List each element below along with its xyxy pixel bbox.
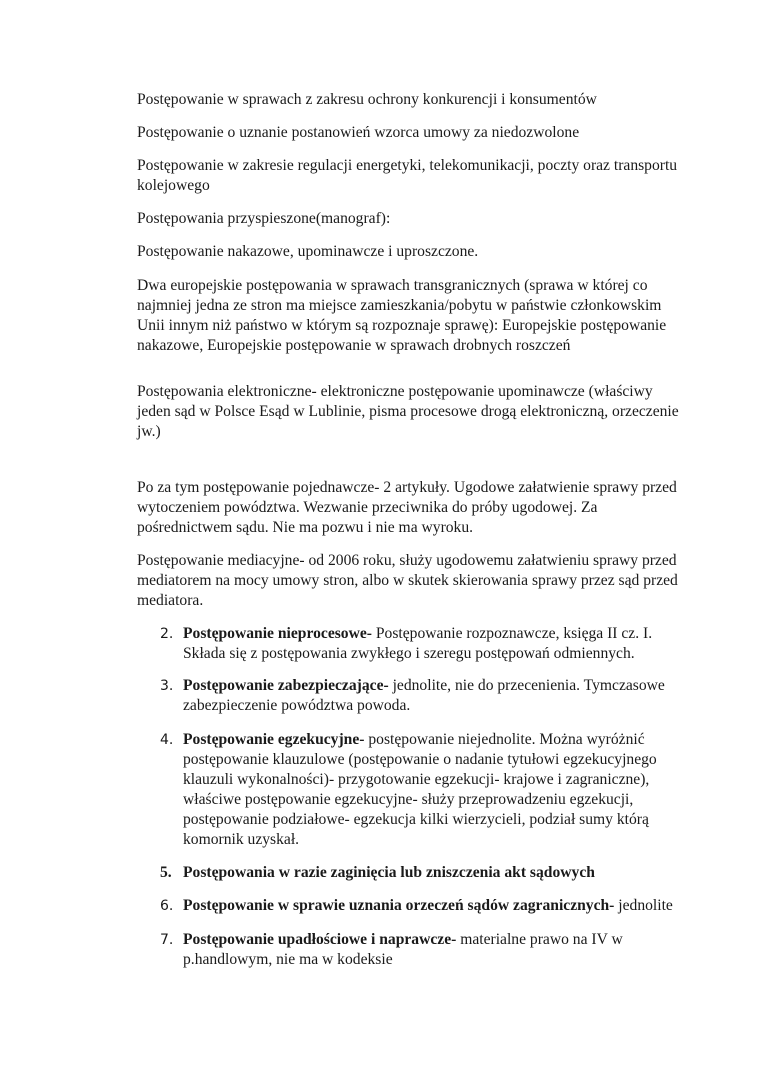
- list-item: [137, 624, 682, 664]
- list-item: [137, 863, 682, 883]
- paragraph: Postępowanie o uznanie postanowień wzorca umowy za niedozwolone: [137, 124, 580, 141]
- list-item-text: jednolite, nie do przecenienia. Tymczasowe zabezpieczenie powództwa powoda.: [183, 677, 665, 714]
- list-item-text: postępowanie niejednolite. Można wyróżnić postępowanie klauzulowe (postępowanie o nadanie tytułowi egzekucyjnego klauzuli wykonalności)- przygotowanie egzekucji- krajowe i zagraniczne), właściwe postępowanie egzekucyjne- służy przeprowadzeniu egzekucji, postępowanie podziałowe- egzekucja kilki wierzycieli, podział sumy którą komornik uzyskał.: [183, 731, 657, 848]
- list-number: 6.: [160, 898, 174, 914]
- list-item: [137, 730, 682, 850]
- paragraph: Postępowanie nakazowe, upominawcze i uproszczone.: [137, 243, 479, 260]
- paragraph: Dwa europejskie postępowania w sprawach transgranicznych (sprawa w której co najmniej jedna ze stron ma miejsce zamieszkania/pobytu w państwie członkowskim Unii innym niż państwo w którym są rozpoznaje sprawę): Europejskie postępowanie nakazowe, Europejskie postępowanie w sprawach drobnych roszczeń: [137, 277, 667, 354]
- list-number: 3.: [160, 678, 174, 694]
- list-item-text: materialne prawo na IV w p.handlowym, nie ma w kodeksie: [183, 931, 623, 968]
- list-item-title: Postępowanie upadłościowe i naprawcze-: [183, 931, 457, 948]
- list-item: [137, 930, 682, 970]
- list-item-title: Postępowanie nieprocesowe-: [183, 625, 372, 642]
- list-item: [137, 896, 682, 916]
- list-item-title: Postępowanie w sprawie uznania orzeczeń sądów zagranicznych-: [183, 897, 615, 914]
- list-item-title: Postępowanie egzekucyjne-: [183, 731, 365, 748]
- list-number: 7.: [160, 932, 174, 948]
- paragraph: Postępowanie mediacyjne- od 2006 roku, służy ugodowemu załatwieniu sprawy przed mediatorem na mocy umowy stron, albo w skutek skierowania sprawy przez sąd przed mediatora.: [137, 552, 678, 609]
- list-item-title: Postępowanie zabezpieczające-: [183, 677, 389, 694]
- list-item-text: Postępowanie rozpoznawcze, księga II cz. I. Składa się z postępowania zwykłego i szeregu postępowań odmiennych.: [183, 625, 653, 662]
- paragraph: Postępowanie w zakresie regulacji energetyki, telekomunikacji, poczty oraz transportu kolejowego: [137, 157, 678, 194]
- list-number: 4.: [160, 732, 174, 748]
- paragraph: Po za tym postępowanie pojednawcze- 2 artykuły. Ugodowe załatwienie sprawy przed wytoczeniem powództwa. Wezwanie przeciwnika do próby ugodowej. Za pośrednictwem sądu. Nie ma pozwu i nie ma wyroku.: [137, 479, 677, 536]
- list-item-title: Postępowania w razie zaginięcia lub zniszczenia akt sądowych: [183, 864, 595, 881]
- paragraph: Postępowanie w sprawach z zakresu ochrony konkurencji i konsumentów: [137, 91, 597, 108]
- paragraph: Postępowania przyspieszone(manograf):: [137, 210, 391, 227]
- paragraph: Postępowania elektroniczne- elektroniczne postępowanie upominawcze (właściwy jeden sąd w Polsce Esąd w Lublinie, pisma procesowe drogą elektroniczną, orzeczenie jw.): [137, 383, 679, 440]
- list-number: 2.: [160, 626, 174, 642]
- list-item: [137, 676, 682, 716]
- list-number: 5.: [160, 864, 172, 881]
- list-item-text: jednolite: [614, 897, 673, 914]
